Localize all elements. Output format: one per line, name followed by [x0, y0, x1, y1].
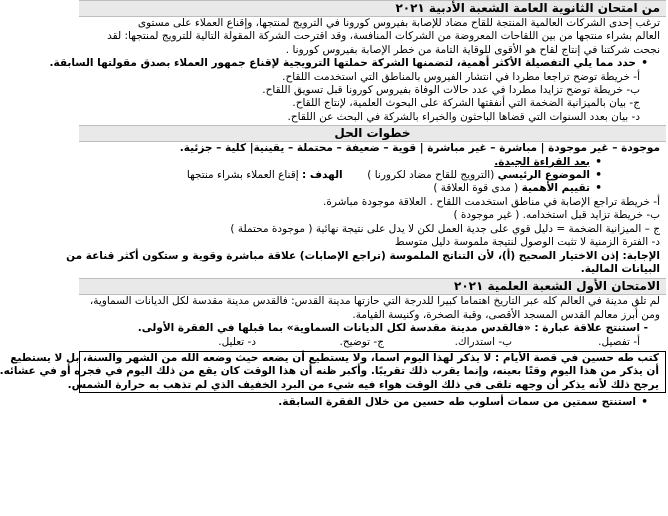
- option-d: د- بيان بعدد السنوات التي قضاها الباحثون والخبراء بالشركة في البحث عن اللقاح.: [287, 110, 640, 123]
- option-a: أ- خريطة توضح تراجعا مطردا في انتشار الفيروس بالمناطق التي استخدمت اللقاح.: [282, 70, 640, 83]
- answer-line: الإجابة: إذن الاختيار الصحيح (أ)، لأن التناتج الملموسة (تراجع الإصابات) علاقة مباشرة وقوية و ستكون أكثر قناعة من: [66, 249, 660, 262]
- answer-line: البيانات المالية.: [580, 262, 660, 275]
- evaluation-b: ب- خريطة تزايد قبل استخدامه. ( غير موجودة ): [453, 209, 660, 222]
- passage-line: نجحت شركتنا في إنتاج لقاح هو الأقوى للوقاية التامة من خطر الإصابة بفيروس كورونا .: [285, 43, 660, 56]
- passage-line: يرجح ذلك لأنه يذكر أن وجهه تلقى في ذلك الوقت هواء فيه شيء من البرد الخفيف الذي لم تذهب به حرارة الشمس.: [67, 378, 659, 391]
- importance-value: ( مدى قوة العلاقة ): [433, 182, 519, 195]
- option-c: ج- توضيح.: [339, 335, 384, 348]
- step-importance: [79, 182, 666, 195]
- passage-2: [79, 295, 666, 322]
- bullet-icon: [590, 169, 602, 181]
- options-1: [79, 71, 666, 125]
- option-d: د- تعليل.: [218, 335, 256, 348]
- option-b: ب- خريطة توضح تزايدا مطردا في عدد حالات الوفاة بفيروس كورونا قبل تسويق اللقاح.: [262, 84, 640, 97]
- passage-line: كتب طه حسين في قصة الأيام : لا يذكر لهذا اليوم اسما، ولا يستطيع أن يضعه حيث وضعه الله من الشهر والسنة، بل لا يستطيع: [10, 351, 659, 364]
- solution-steps-title: خطوات الحل: [79, 125, 666, 142]
- passage-line: ترغب إحدى الشركات العالمية المنتجة للقاح مضاد للإصابة بفيروس كورونا في الترويج لمنتجها، وإقناع العملاء على مستوى: [137, 17, 660, 29]
- option-a: أ- تفصيل.: [598, 335, 640, 348]
- bullet-icon: [590, 182, 602, 194]
- exam-title-science-2021: الامتحان الأول الشعبة العلمية ٢٠٢١: [79, 278, 666, 295]
- importance-label: تقييم الأهمية: [521, 182, 590, 195]
- evaluation-d: د- الفترة الزمنية لا تثبت الوصول لنتيجة ملموسة دليل متوسط: [394, 236, 660, 249]
- relation-categories: موجودة – غير موجودة | مباشرة – غير مباشرة | قوية – ضعيفة – محتملة – يقينية| كلية – جزئية.: [179, 142, 660, 155]
- question-2: - استنتج علاقة عبارة : «فالقدس مدينة مقدسة لكل الديانات السماوية» بما قبلها في الفقرة الأولى.: [137, 322, 648, 335]
- evaluations: [79, 196, 666, 250]
- evaluation-a: أ- خريطة تراجع الإصابة في مناطق استخدمت اللقاح . العلاقة موجودة مباشرة.: [322, 195, 660, 208]
- option-c: ج- بيان بالميزانية الضخمة التي أنفقتها الشركة على البحوث العلمية، لإنتاج اللقاح.: [292, 97, 640, 110]
- step-topic: [79, 169, 666, 182]
- passage-3-box: [0, 351, 666, 393]
- passage-line: ومن أبرز معالم القدس المسجد الأقصى، وقبة الصخرة، وكنيسة القيامة.: [352, 308, 660, 321]
- step-reading: • بعد القراءة الجيدة.: [79, 156, 666, 169]
- goal-value: إقناع العملاء بشراء منتجها: [186, 169, 299, 182]
- evaluation-c: ج – الميزانية الضخمة = دليل قوي على جدية العمل لكن لا يدل على نتيجة نهائية ( موجودة محتملة ): [230, 222, 660, 235]
- exam-title-literary-2021: من امتحان الثانوية العامة الشعبة الأدبية ٢٠٢١: [79, 0, 666, 17]
- passage-line: لم تلق مدينة في العالم كله عبر التاريخ اهتماما كبيرا للدرجة التي حازتها مدينة القدس: فالقدس مدينة مقدسة لكل الديانات السماوية،: [89, 295, 660, 308]
- bullet-icon: [636, 396, 648, 408]
- bullet-icon: [590, 156, 602, 168]
- bullet-icon: [636, 57, 648, 69]
- question-1: • حدد مما يلي التفصيلة الأكثر أهمية، لتضمنها الشركة حملتها الترويجية لإقناع جمهور العملاء بصدق مقولتها السابقة.: [79, 57, 666, 70]
- passage-line: أن يذكر من هذا اليوم وقتًا بعينه، وإنما يقرب ذلك تقريبًا. وأكبر ظنه أن هذا الوقت كان يقع من ذلك اليوم في فجره أو في عشائه.: [0, 365, 659, 378]
- option-b: ب- استدراك.: [454, 335, 512, 348]
- question-3: • استنتج سمتين من سمات أسلوب طه حسين من خلال الفقرة السابقة.: [79, 396, 666, 409]
- passage-1: [79, 17, 666, 57]
- options-2: [79, 336, 666, 349]
- dash-mark: -: [639, 322, 648, 335]
- topic-label: الموضوع الرئيسي: [497, 169, 590, 182]
- passage-line: العالم بشراء منتجها من بين اللقاحات المعروضة من الشركات المنافسة، وقد اقترحت الشركة المقولة التالية للترويج لمنتجها: لقد: [107, 30, 660, 43]
- goal-label: الهدف :: [302, 169, 343, 182]
- topic-value: (الترويج للقاح مضاد لكرورنا ): [367, 169, 495, 182]
